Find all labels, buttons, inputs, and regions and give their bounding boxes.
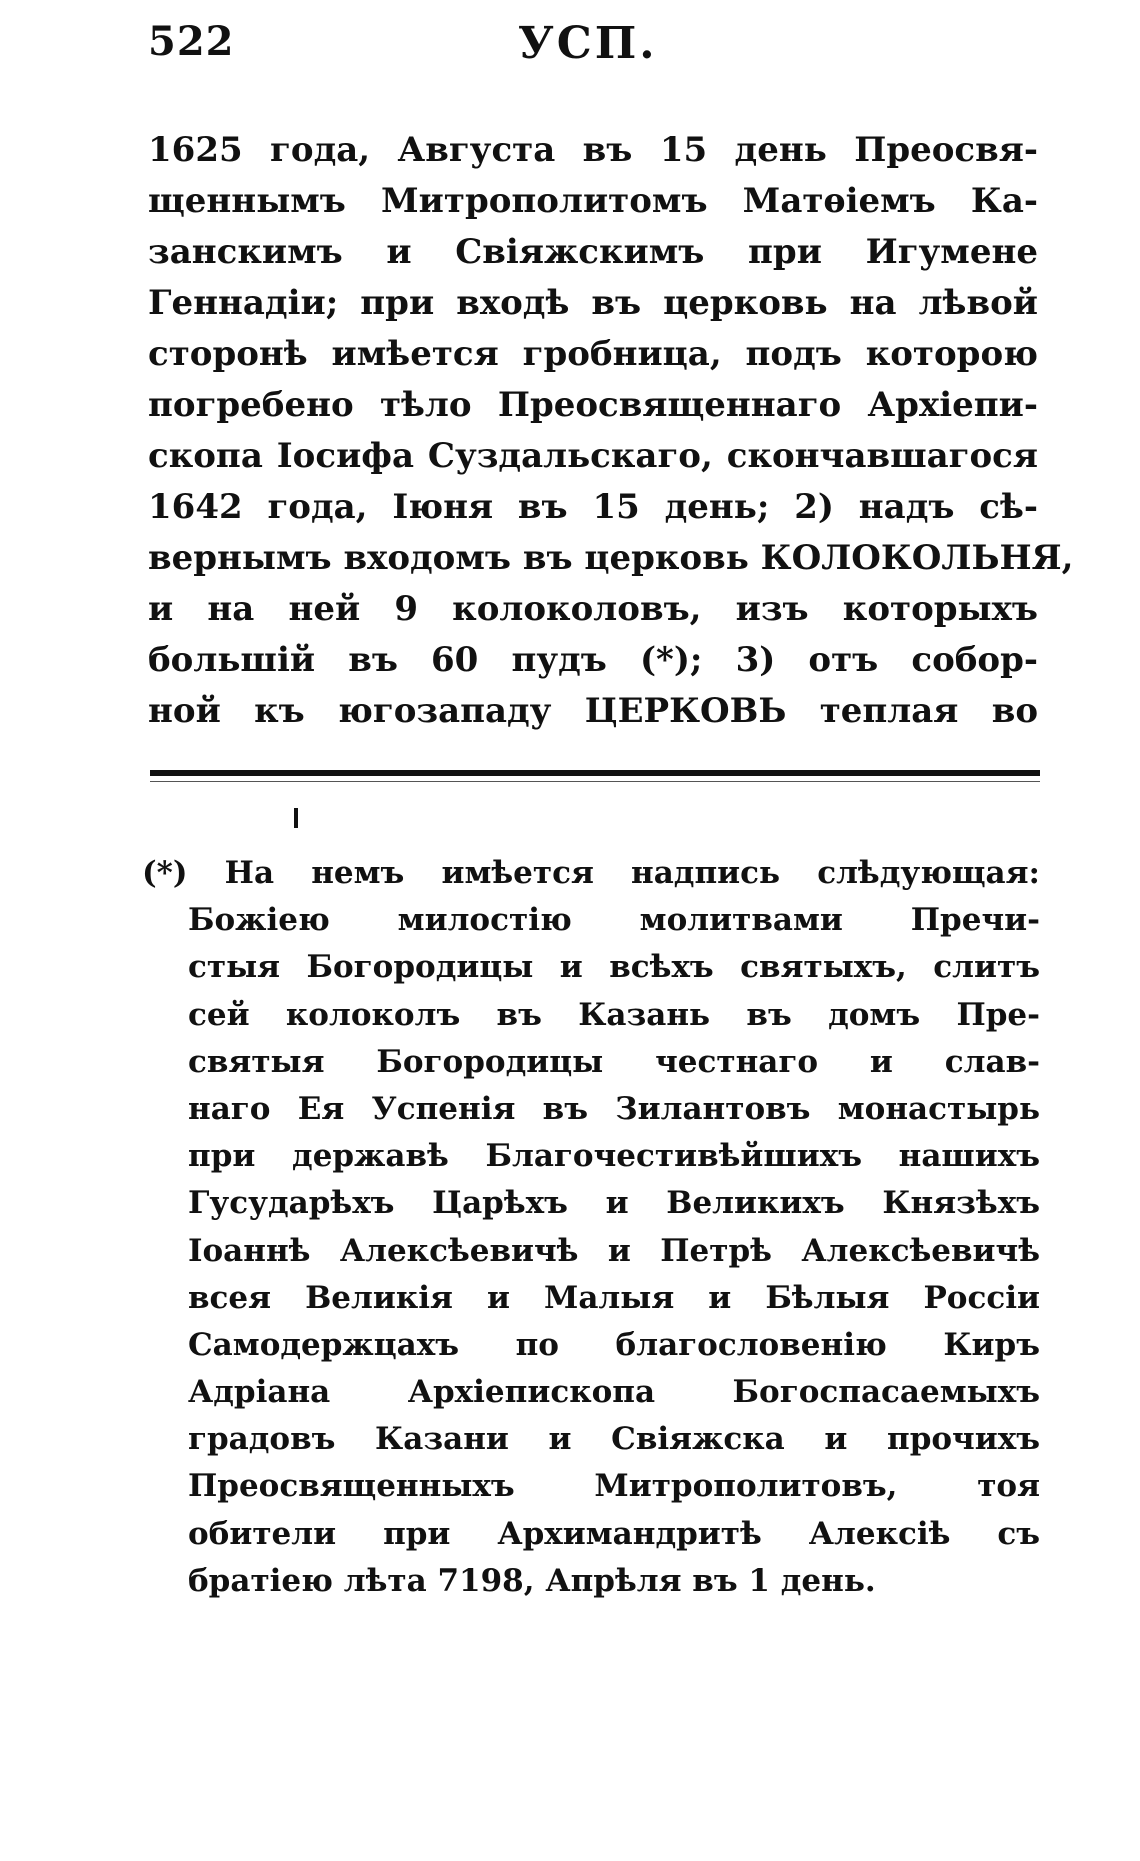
footnote-divider	[150, 770, 1040, 776]
footnote-line: (*) На немъ имѣется надпись слѣдующая:	[142, 855, 1040, 891]
text-line: погребено тѣло Преосвященнаго Архіепи-	[148, 385, 1038, 425]
text-line: Геннадіи; при входѣ въ церковь на лѣвой	[148, 283, 1038, 323]
footnote-line: градовъ Казани и Свіяжска и прочихъ	[188, 1421, 1040, 1458]
page-number: 522	[148, 18, 235, 65]
footnote-line: братіею лѣта 7198, Апрѣля въ 1 день.	[188, 1562, 876, 1599]
running-head: УСП.	[518, 18, 658, 69]
footnote-line: Адріана Архіепископа Богоспасаемыхъ	[188, 1374, 1040, 1411]
text-line: скопа Іосифа Суздальскаго, скончавшагося	[148, 436, 1038, 476]
footnote-line: Гусударѣхъ Царѣхъ и Великихъ Князѣхъ	[188, 1185, 1040, 1222]
footnote-divider-thin	[150, 781, 1040, 782]
text-line: 1642 года, Іюня въ 15 день; 2) надъ сѣ-	[148, 487, 1038, 527]
text-line: сторонѣ имѣется гробница, подъ которою	[148, 334, 1038, 374]
page-header	[148, 18, 1048, 78]
footnote-line: наго Ея Успенія въ Зилантовъ монастырь	[188, 1090, 1040, 1127]
main-text-block	[148, 125, 1074, 737]
text-line: щеннымъ Митрополитомъ Матѳіемъ Ка-	[148, 181, 1038, 221]
text-line: и на ней 9 колоколовъ, изъ которыхъ	[148, 589, 1038, 629]
printer-mark	[294, 808, 298, 828]
footnote-line: обители при Архимандритѣ Алексіѣ съ	[188, 1515, 1040, 1552]
footnote-line: стыя Богородицы и всѣхъ святыхъ, слитъ	[188, 949, 1040, 986]
footnote-block	[142, 850, 1040, 1605]
text-line: ной къ югозападу ЦЕРКОВЬ теплая во	[148, 691, 1038, 731]
text-line: 1625 года, Августа въ 15 день Преосвя-	[148, 130, 1038, 170]
text-line: большій въ 60 пудъ (*); 3) отъ собор-	[148, 640, 1038, 680]
footnote-line: Божіею милостію молитвами Пречи-	[188, 902, 1040, 939]
footnote-line: всея Великія и Малыя и Бѣлыя Россіи	[188, 1279, 1040, 1316]
footnote-line: Самодержцахъ по благословенію Киръ	[188, 1326, 1040, 1363]
text-line: занскимъ и Свіяжскимъ при Игумене	[148, 232, 1038, 272]
footnote-line: сей колоколъ въ Казань въ домъ Пре-	[188, 996, 1040, 1033]
footnote-line: Іоаннѣ Алексѣевичѣ и Петрѣ Алексѣевичѣ	[188, 1232, 1040, 1269]
footnote-line: Преосвященныхъ Митрополитовъ, тоя	[188, 1468, 1040, 1505]
footnote-line: святыя Богородицы честнаго и слав-	[188, 1043, 1040, 1080]
text-line: вернымъ входомъ въ церковь КОЛОКОЛЬНЯ,	[148, 538, 1074, 578]
footnote-line: при державѣ Благочестивѣйшихъ нашихъ	[188, 1138, 1040, 1175]
